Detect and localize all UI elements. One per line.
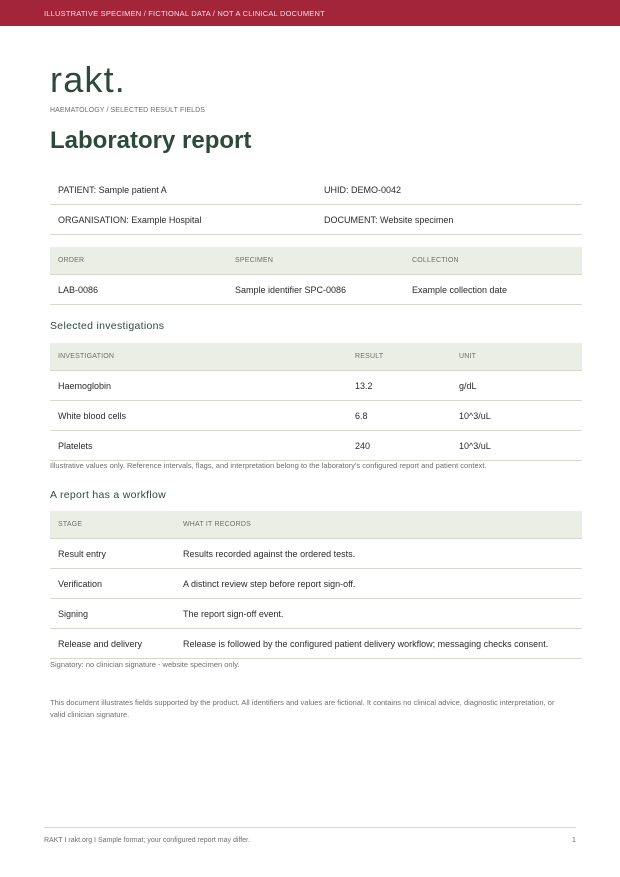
stage-header: STAGE [58, 521, 83, 528]
disclaimer: This document illustrates fields supported by the product. All identifiers and values are fictional. It contains no clinical advice, diagnostic interpretation, or valid clinician signature. [50, 698, 555, 719]
investigation-name: Haemoglobin [58, 381, 112, 391]
brand-logo: rakt. [50, 59, 127, 100]
table-row [50, 401, 582, 431]
investigations-note: Illustrative values only. Reference intervals, flags, and interpretation belong to the laboratory's configured report and patient context. [50, 461, 487, 470]
result-value: 6.8 [355, 411, 368, 421]
uhid-field: UHID: DEMO-0042 [324, 185, 402, 195]
workflow-description: Results recorded against the ordered tests. [183, 549, 356, 559]
workflow-table [50, 511, 582, 659]
workflow-stage: Verification [58, 579, 103, 589]
table-row [50, 629, 582, 659]
page-number: 1 [572, 837, 576, 844]
collection-header: COLLECTION [412, 257, 459, 264]
order-table-header [50, 247, 582, 275]
specimen-header: SPECIMEN [235, 257, 274, 264]
order-header: ORDER [58, 257, 85, 264]
table-row [50, 539, 582, 569]
collection-date: Example collection date [412, 285, 508, 295]
result-unit: 10^3/uL [459, 441, 491, 451]
specimen-id: Sample identifier SPC-0086 [235, 285, 347, 295]
records-header: WHAT IT RECORDS [183, 521, 251, 528]
result-value: 13.2 [355, 381, 373, 391]
investigations-heading: Selected investigations [50, 320, 165, 332]
unit-header: UNIT [459, 353, 477, 360]
signatory-note: Signatory: no clinician signature - website specimen only. [50, 660, 240, 669]
investigation-name: White blood cells [58, 411, 127, 421]
page-title: Laboratory report [50, 127, 252, 154]
patient-meta [50, 175, 582, 235]
meta-row [50, 205, 582, 235]
order-id: LAB-0086 [58, 285, 99, 295]
table-row [50, 599, 582, 629]
meta-row [50, 175, 582, 205]
report-kicker: HAEMATOLOGY / SELECTED RESULT FIELDS [50, 107, 206, 114]
specimen-banner [0, 0, 620, 26]
table-row [50, 569, 582, 599]
table-row [50, 371, 582, 401]
investigations-table [50, 343, 582, 461]
footer-text: RAKT I rakt.org I Sample format; your configured report may differ. [44, 837, 250, 844]
order-table [50, 247, 582, 305]
workflow-stage: Result entry [58, 549, 107, 559]
investigation-name: Platelets [58, 441, 93, 451]
workflow-stage: Signing [58, 609, 89, 619]
patient-field: PATIENT: Sample patient A [58, 185, 167, 195]
workflow-description: The report sign-off event. [183, 609, 284, 619]
table-row [50, 431, 582, 461]
workflow-stage: Release and delivery [58, 639, 143, 649]
table-row [50, 275, 582, 305]
document-field: DOCUMENT: Website specimen [324, 215, 454, 225]
result-unit: g/dL [459, 381, 477, 391]
workflow-table-header [50, 511, 582, 539]
result-value: 240 [355, 441, 371, 451]
workflow-heading: A report has a workflow [50, 489, 167, 501]
investigations-table-header [50, 343, 582, 371]
workflow-description: Release is followed by the configured patient delivery workflow; messaging checks consent. [183, 639, 549, 649]
workflow-description: A distinct review step before report sign-off. [183, 579, 356, 589]
organisation-field: ORGANISATION: Example Hospital [58, 215, 202, 225]
result-unit: 10^3/uL [459, 411, 491, 421]
banner-text: ILLUSTRATIVE SPECIMEN / FICTIONAL DATA / NOT A CLINICAL DOCUMENT [44, 9, 325, 18]
investigation-header: INVESTIGATION [58, 353, 115, 360]
footer-divider [44, 827, 576, 828]
result-header: RESULT [355, 353, 384, 360]
